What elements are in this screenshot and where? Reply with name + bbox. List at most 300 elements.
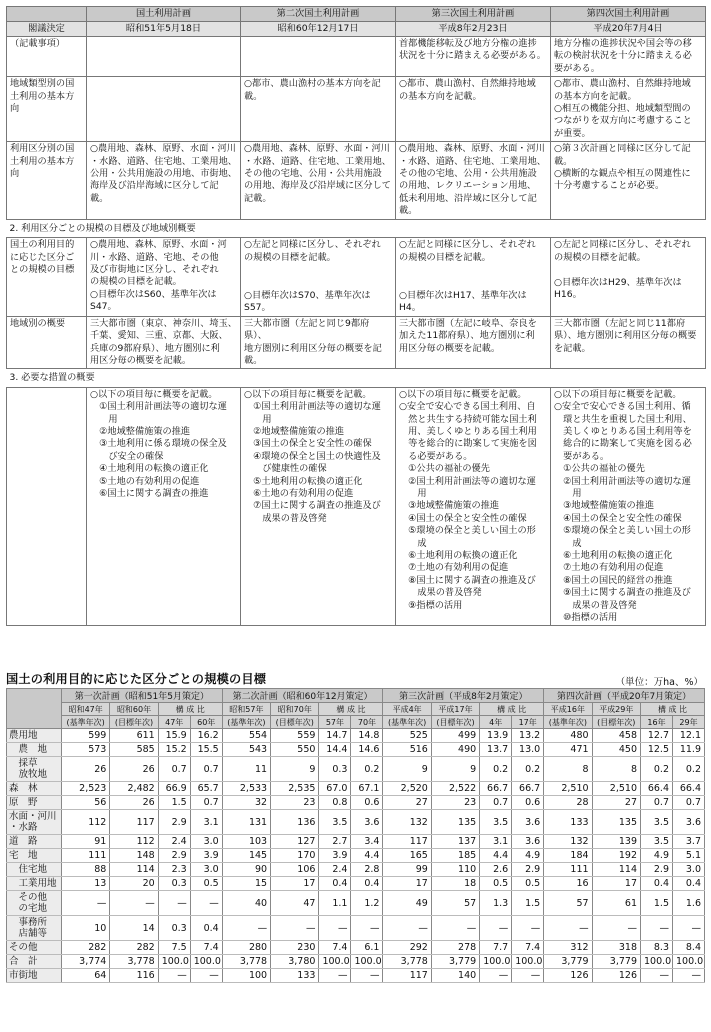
spacer (554, 264, 702, 277)
scale-target-cell (551, 238, 706, 317)
value-cell: 3.9 (190, 849, 222, 863)
cell-line: 海岸及び沿岸海域に区分して記 (90, 180, 219, 192)
year-subheader: (目標年次) (431, 716, 479, 729)
basic-direction-cell (87, 37, 241, 77)
value-cell: — (190, 891, 222, 916)
value-cell: 131 (222, 810, 270, 835)
group-header-row (7, 689, 705, 703)
cell-line: 地方分権の進捗状況や国会等の移 (554, 38, 692, 49)
basic-direction-row-label (7, 77, 87, 142)
value-cell: 1.5 (158, 796, 190, 810)
measure-line: 成果の普及啓発 (554, 599, 637, 611)
table-row (7, 729, 705, 743)
year-subheader: (目標年次) (592, 716, 640, 729)
value-cell: 0.7 (480, 796, 512, 810)
value-cell: 17 (592, 877, 640, 891)
measure-line: ①国土利用計画法等の適切な運 (244, 401, 381, 413)
section-3-title: 3. 必要な措置の概要 (7, 369, 706, 387)
measure-line: 用 (554, 488, 582, 499)
value-cell: 17 (271, 877, 319, 891)
value-cell: 49 (383, 891, 431, 916)
value-cell: 3,779 (544, 955, 592, 969)
value-cell: 10 (62, 916, 110, 941)
value-cell: 66.4 (673, 782, 705, 796)
plan-group-header: 第二次計画（昭和60年12月策定） (222, 689, 383, 703)
measures-cell (241, 387, 396, 626)
value-cell: 100.0 (673, 955, 705, 969)
value-cell: 15.9 (158, 729, 190, 743)
value-cell: 185 (431, 849, 479, 863)
value-cell: 611 (110, 729, 158, 743)
value-cell: — (319, 969, 351, 983)
row-label-line: 向 (10, 103, 20, 115)
cell-line: 三大都市圏（左記と同じ11都府 (554, 317, 686, 329)
cell-line: 載。 (90, 192, 109, 204)
value-cell: 137 (431, 835, 479, 849)
cell-line: ○左記と同様に区分し、それぞれ (244, 239, 381, 251)
cell-line: ・水路、道路、住宅地、工業用地、 (244, 155, 391, 167)
value-cell: 2,535 (271, 782, 319, 796)
year-subheader: (基準年次) (544, 716, 592, 729)
basic-direction-cell (87, 77, 241, 142)
value-cell: 28 (544, 796, 592, 810)
cell-line: S47。 (90, 301, 117, 313)
row-label-line: に応じた区分ご (10, 251, 75, 263)
value-cell: 100.0 (158, 955, 190, 969)
cell-line: が重要。 (554, 127, 591, 139)
value-cell: 278 (431, 941, 479, 955)
cell-line: 載。 (399, 205, 418, 217)
value-cell: 14.8 (351, 729, 383, 743)
value-cell: — (512, 969, 544, 983)
spacer (399, 277, 547, 290)
value-cell: 106 (271, 863, 319, 877)
value-cell: 312 (544, 941, 592, 955)
measure-line: ○安全で安心できる国土利用、循 (554, 401, 691, 413)
year-header-row (7, 703, 705, 716)
cell-line: の規模の目標を記載。 (90, 276, 182, 288)
value-cell: 111 (62, 849, 110, 863)
land-category: 原 野 (7, 796, 62, 810)
plan-group-header: 第一次計画（昭和51年5月策定） (62, 689, 223, 703)
measure-line: ①公共の福祉の優先 (399, 463, 490, 475)
value-cell: 91 (62, 835, 110, 849)
value-cell: 0.7 (673, 796, 705, 810)
measure-line: び健康性の確保 (244, 463, 327, 475)
value-cell: 100 (222, 969, 270, 983)
targets-table-body (7, 729, 705, 983)
value-cell: 56 (62, 796, 110, 810)
decision-date-row (7, 22, 706, 37)
basic-direction-row-label (7, 142, 87, 219)
table-row (7, 849, 705, 863)
measure-line: ⑧国土の国民的経営の推進 (554, 574, 673, 586)
value-cell: 13.7 (480, 743, 512, 757)
value-cell: 112 (62, 810, 110, 835)
value-cell: 3.9 (319, 849, 351, 863)
cell-line: ○左記と同様に区分し、それぞれ (554, 239, 691, 251)
cell-line: 用区分毎の概要を記載。 (90, 354, 192, 366)
value-cell: 1.6 (673, 891, 705, 916)
value-cell: 7.4 (190, 941, 222, 955)
value-cell: 3.5 (641, 835, 673, 849)
value-cell: — (271, 916, 319, 941)
land-category: その他 の宅地 (7, 891, 62, 916)
table-row (7, 916, 705, 941)
ratio-header: 構 成 比 (319, 703, 383, 716)
value-cell: 0.3 (319, 757, 351, 782)
table-row (7, 835, 705, 849)
scale-target-row-label (7, 238, 87, 317)
value-cell: — (480, 916, 512, 941)
value-cell: 126 (592, 969, 640, 983)
year-header: 昭和57年 (222, 703, 270, 716)
value-cell: 139 (592, 835, 640, 849)
cell-line: 十分考慮することが必要。 (554, 180, 665, 192)
value-cell: 282 (110, 941, 158, 955)
measure-line: 用、美しくゆとりある国土利用 (399, 425, 537, 437)
table-row (7, 863, 705, 877)
value-cell: 4.9 (512, 849, 544, 863)
year-subheader: 60年 (190, 716, 222, 729)
value-cell: 13 (62, 877, 110, 891)
value-cell: 0.3 (158, 877, 190, 891)
value-cell: 114 (592, 863, 640, 877)
cell-line: ○農用地、森林、原野、水面・河川 (90, 143, 236, 155)
value-cell: 9 (383, 757, 431, 782)
value-cell: 2,522 (431, 782, 479, 796)
scale-targets-table (6, 688, 705, 983)
value-cell: 66.7 (512, 782, 544, 796)
row-label-line: 向 (10, 168, 20, 180)
decision-date-4: 平成20年7月4日 (551, 22, 706, 37)
value-cell: 450 (592, 743, 640, 757)
table-row (7, 955, 705, 969)
measure-line: ⑤環境の保全と美しい国土の形 (399, 525, 536, 537)
row-label-line: 土利用の基本方 (10, 155, 75, 167)
value-cell: 292 (383, 941, 431, 955)
cell-line: ○左記と同様に区分し、それぞれ (399, 239, 536, 251)
cell-line: その他の宅地、公用・公共用施設 (244, 168, 382, 180)
year-header: 平成4年 (383, 703, 431, 716)
cell-line: ○目標年次はH29、基準年次は (554, 276, 682, 288)
value-cell: 61 (592, 891, 640, 916)
scale-target-cell (87, 238, 241, 317)
ratio-header: 構 成 比 (641, 703, 705, 716)
measure-line: ⑨指標の活用 (399, 599, 463, 611)
measure-line: ⑦土地の有効利用の促進 (554, 562, 664, 574)
plan-header-2: 第二次国土利用計画 (241, 7, 396, 22)
measure-line: ③地域整備施策の推進 (399, 500, 500, 512)
value-cell: 100.0 (319, 955, 351, 969)
measures-cell (396, 387, 551, 626)
year-header: 平成17年 (431, 703, 479, 716)
land-category: 水面・河川 ・水路 (7, 810, 62, 835)
table-row (7, 757, 705, 782)
decision-date-1: 昭和51年5月18日 (87, 22, 241, 37)
cell-line: 千葉、愛知、三重、京都、大阪、 (90, 330, 228, 342)
measure-line: ○安全で安心できる国土利用、自 (399, 401, 536, 413)
value-cell: — (190, 969, 222, 983)
basic-direction-cell (241, 77, 396, 142)
value-cell: 11 (222, 757, 270, 782)
value-cell: 554 (222, 729, 270, 743)
cell-line: ○農用地、森林、原野、水面・河川 (244, 143, 390, 155)
value-cell: 0.6 (351, 796, 383, 810)
value-cell: 3.7 (673, 835, 705, 849)
cell-line: S57。 (244, 302, 271, 314)
cell-line: の規模の目標を記載。 (554, 251, 646, 263)
value-cell: 585 (110, 743, 158, 757)
value-cell: 11.9 (673, 743, 705, 757)
value-cell: 12.1 (673, 729, 705, 743)
value-cell: 8 (592, 757, 640, 782)
plan-group-header: 第三次計画（平成8年2月策定） (383, 689, 544, 703)
value-cell: 499 (431, 729, 479, 743)
value-cell: 14.7 (319, 729, 351, 743)
year-subheader: 57年 (319, 716, 351, 729)
cell-line: 首都機能移転及び地方分権の進捗 (399, 38, 537, 49)
value-cell: 66.4 (641, 782, 673, 796)
row-label-line: 国土の利用目的 (10, 239, 75, 251)
value-cell: 100.0 (641, 955, 673, 969)
value-cell: 1.1 (319, 891, 351, 916)
value-cell: 280 (222, 941, 270, 955)
value-cell: 7.7 (480, 941, 512, 955)
value-cell: — (351, 916, 383, 941)
value-cell: — (673, 969, 705, 983)
value-cell: 9 (431, 757, 479, 782)
value-cell: 1.3 (480, 891, 512, 916)
measure-line: ④国土の保全と安全性の確保 (554, 512, 682, 524)
cell-line: 低未利用地、沿岸域に区分して記 (399, 192, 537, 204)
value-cell: 4.4 (480, 849, 512, 863)
cell-line: の用地、海岸及び沿岸域に区分して (244, 180, 391, 192)
value-cell: 23 (271, 796, 319, 810)
scale-target-cell (87, 316, 241, 369)
land-category: 事務所 店舗等 (7, 916, 62, 941)
year-subheader: 16年 (641, 716, 673, 729)
value-cell: 3,778 (222, 955, 270, 969)
header-blank (7, 7, 87, 22)
value-cell: 14 (110, 916, 158, 941)
value-cell: 26 (62, 757, 110, 782)
cell-line: ・水路、道路、住宅地、工業用地、 (399, 155, 546, 167)
year-subheader: 17年 (512, 716, 544, 729)
value-cell: 0.2 (480, 757, 512, 782)
measure-line: ⑦国土に関する調査の推進及び (244, 500, 381, 512)
value-cell: 133 (271, 969, 319, 983)
cell-line: 三大都市圏（左記と同じ9都府県）、 (244, 317, 370, 342)
table-row (7, 743, 705, 757)
cell-line: 載。 (244, 90, 263, 102)
value-cell: 3.1 (480, 835, 512, 849)
value-cell: 0.4 (641, 877, 673, 891)
year-subheader: (基準年次) (62, 716, 110, 729)
cell-line: 三大都市圏（東京、神奈川、埼玉、 (90, 317, 237, 329)
value-cell: 8 (544, 757, 592, 782)
measure-line: ○以下の項目毎に概要を記載。 (90, 388, 218, 400)
value-cell: 0.2 (512, 757, 544, 782)
value-cell: — (641, 916, 673, 941)
value-cell: 16.2 (190, 729, 222, 743)
value-cell: 148 (110, 849, 158, 863)
value-cell: 0.5 (512, 877, 544, 891)
land-category: その他 (7, 941, 62, 955)
value-cell: — (319, 916, 351, 941)
row-label-line: 地域別の概要 (10, 317, 66, 329)
measure-line: 等を総合的に勘案して実施を図 (399, 438, 537, 450)
cell-line: の規模の目標を記載。 (244, 251, 336, 263)
value-cell: 90 (222, 863, 270, 877)
basic-direction-row (7, 142, 706, 219)
scale-target-rows (7, 238, 706, 369)
value-cell: 100.0 (190, 955, 222, 969)
measure-line: ③国土の保全と安全性の確保 (244, 438, 372, 450)
value-cell: 112 (110, 835, 158, 849)
value-cell: 2.7 (319, 835, 351, 849)
measure-line: ⑥国土に関する調査の推進 (90, 488, 209, 499)
measure-line: ⑥土地の有効利用の促進 (244, 488, 354, 499)
value-cell: 3.6 (512, 835, 544, 849)
measure-line: 成果の普及啓発 (399, 587, 482, 599)
value-cell: 26 (110, 796, 158, 810)
measure-line: る必要がある。 (399, 450, 473, 462)
value-cell: 2.9 (158, 810, 190, 835)
value-cell: 525 (383, 729, 431, 743)
plan-comparison-table (6, 6, 706, 626)
value-cell: 14.4 (319, 743, 351, 757)
value-cell: 192 (592, 849, 640, 863)
row-label-line: 土利用の基本方 (10, 90, 75, 102)
measure-line: 成果の普及啓発 (244, 512, 327, 524)
row-label-line: 地域類型別の国 (10, 78, 75, 90)
cell-line: ○相互の機能分担、地域類型間の (554, 103, 691, 115)
land-category: 市街地 (7, 969, 62, 983)
value-cell: 140 (431, 969, 479, 983)
row-label-line: 利用区分別の国 (10, 143, 75, 155)
value-cell: 0.7 (190, 796, 222, 810)
value-cell: 3.1 (190, 810, 222, 835)
measure-line: ⑨国土に関する調査の推進及び (554, 587, 691, 599)
value-cell: 282 (62, 941, 110, 955)
value-cell: 12.7 (641, 729, 673, 743)
value-cell: 17 (383, 877, 431, 891)
section-2-heading-row (7, 219, 706, 237)
land-category: 工業用地 (7, 877, 62, 891)
value-cell: 99 (383, 863, 431, 877)
cell-line: 転の検討状況を十分に踏まえる必 (554, 50, 692, 62)
value-cell: — (512, 916, 544, 941)
year-subheader: 70年 (351, 716, 383, 729)
value-cell: 88 (62, 863, 110, 877)
cell-line: の規模の目標を記載。 (399, 251, 491, 263)
cell-line: 記載。 (244, 192, 272, 204)
year-subheader: (基準年次) (383, 716, 431, 729)
value-cell: 0.8 (319, 796, 351, 810)
measure-line: ⑦土地の有効利用の促進 (399, 562, 509, 574)
ratio-header: 構 成 比 (158, 703, 222, 716)
value-cell: 66.9 (158, 782, 190, 796)
value-cell: — (158, 969, 190, 983)
scale-target-row-label (7, 316, 87, 369)
value-cell: 2.6 (480, 863, 512, 877)
cell-line: 用区分毎の概要を記載。 (399, 342, 501, 354)
value-cell: 5.1 (673, 849, 705, 863)
value-cell: 0.4 (351, 877, 383, 891)
year-subheader: 29年 (673, 716, 705, 729)
year-subheader: (目標年次) (110, 716, 158, 729)
basic-direction-rows (7, 37, 706, 220)
measure-line: ①公共の福祉の優先 (554, 463, 645, 475)
value-cell: 57 (544, 891, 592, 916)
value-cell: 3,778 (110, 955, 158, 969)
land-category: 農用地 (7, 729, 62, 743)
cell-line: 三大都市圏（左記に岐阜、奈良を (399, 317, 537, 329)
value-cell: 0.7 (158, 757, 190, 782)
basic-direction-cell (551, 142, 706, 219)
scale-target-row (7, 238, 706, 317)
value-cell: 7.4 (319, 941, 351, 955)
cell-line: その他の宅地、公用・公共用施設 (399, 168, 537, 180)
cell-line: ○目標年次はS60、基準年次は (90, 288, 217, 300)
value-cell: 0.7 (641, 796, 673, 810)
value-cell: 3,780 (271, 955, 319, 969)
value-cell: 1.2 (351, 891, 383, 916)
value-cell: 100.0 (480, 955, 512, 969)
cell-line: 県）、地方圏別に利用区分毎の概要 (554, 330, 697, 342)
value-cell: 3,779 (431, 955, 479, 969)
value-cell: 132 (544, 835, 592, 849)
value-cell: 1.5 (641, 891, 673, 916)
cell-line: ○都市、農山漁村、自然維持地域 (554, 78, 691, 90)
value-cell: 0.2 (673, 757, 705, 782)
cell-line: 状況を十分に踏まえる必要がある。 (399, 50, 546, 62)
value-cell: 0.6 (512, 796, 544, 810)
cell-line: 及び市街地に区分し、それぞれ (90, 263, 219, 275)
year-header: 昭和70年 (271, 703, 319, 716)
scale-target-cell (241, 316, 396, 369)
value-cell: 103 (222, 835, 270, 849)
scale-target-row (7, 316, 706, 369)
measure-line: 用 (244, 413, 272, 425)
value-cell: 135 (592, 810, 640, 835)
measures-label (7, 387, 87, 626)
value-cell: — (480, 969, 512, 983)
value-cell: 0.5 (190, 877, 222, 891)
value-cell: — (431, 916, 479, 941)
year-header: 平成29年 (592, 703, 640, 716)
value-cell: 2,510 (592, 782, 640, 796)
value-cell: 110 (431, 863, 479, 877)
value-cell: 100.0 (351, 955, 383, 969)
measure-line: ⑤土地の有効利用の促進 (90, 475, 200, 487)
year-header: 昭和47年 (62, 703, 110, 716)
value-cell: 3.6 (512, 810, 544, 835)
year-subheader: (目標年次) (271, 716, 319, 729)
cell-line: ○都市、農山漁村の基本方向を記 (244, 78, 381, 90)
value-cell: 0.2 (351, 757, 383, 782)
plan-header-3: 第三次国土利用計画 (396, 7, 551, 22)
basic-direction-row (7, 77, 706, 142)
measure-line: ④土地利用の転換の適正化 (90, 463, 209, 475)
measure-line: び安全の確保 (90, 450, 164, 462)
value-cell: 3.6 (673, 810, 705, 835)
cell-line: ○農用地、森林、原野、水面・河 (90, 239, 227, 251)
value-cell: — (673, 916, 705, 941)
value-cell: — (592, 916, 640, 941)
measure-line: 成 (399, 537, 427, 549)
